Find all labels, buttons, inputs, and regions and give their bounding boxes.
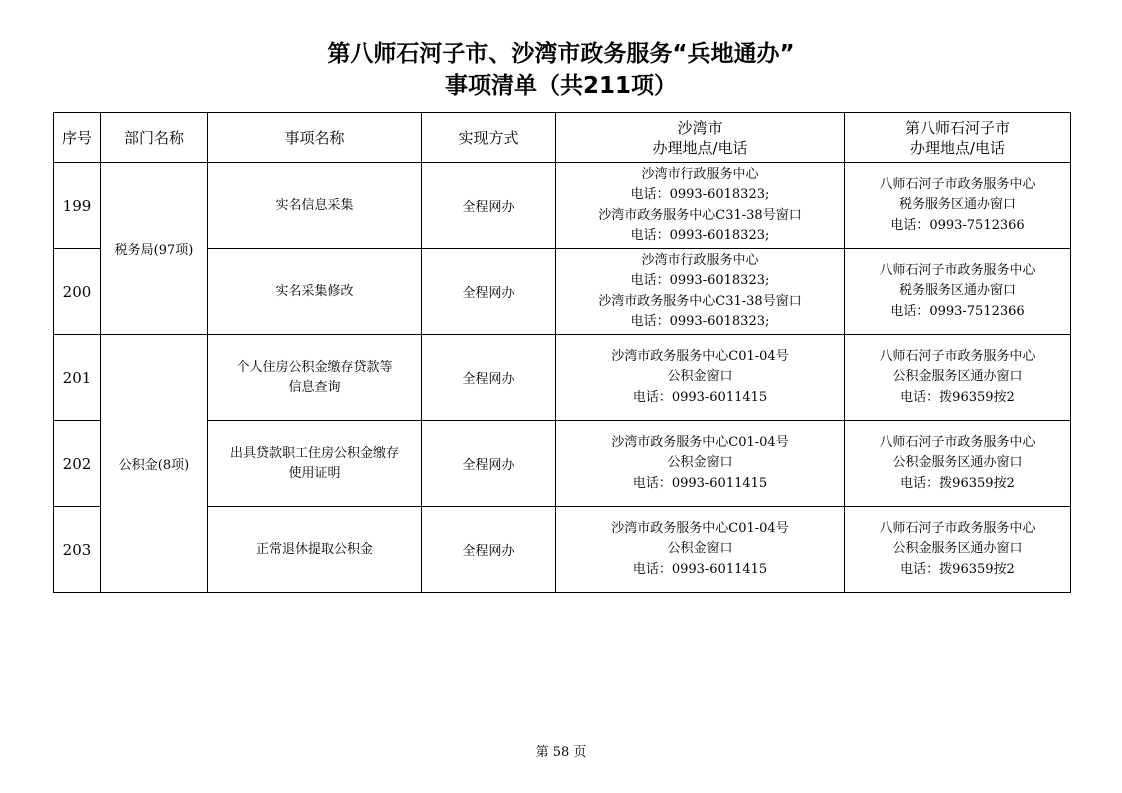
row-number: 203 bbox=[54, 507, 101, 593]
mode-cell: 全程网办 bbox=[422, 335, 556, 421]
shihezi-line: 八师石河子市政务服务中心 bbox=[879, 176, 1036, 192]
header-dept: 部门名称 bbox=[101, 113, 208, 163]
shihezi-location bbox=[845, 249, 1071, 335]
shawan-location bbox=[556, 163, 845, 249]
header-no: 序号 bbox=[54, 113, 101, 163]
shihezi-line: 八师石河子市政务服务中心 bbox=[879, 520, 1036, 536]
shawan-location bbox=[556, 249, 845, 335]
shawan-line: 沙湾市政务服务中心C01-04号 bbox=[611, 520, 789, 536]
shawan-location bbox=[556, 335, 845, 421]
shihezi-location bbox=[845, 163, 1071, 249]
mode-cell: 全程网办 bbox=[422, 249, 556, 335]
shihezi-line: 税务服务区通办窗口 bbox=[898, 197, 1016, 213]
page-number: 第 58 页 bbox=[535, 745, 587, 760]
shawan-line: 电话：0993-6011415 bbox=[632, 475, 768, 491]
item-name-line: 信息查询 bbox=[288, 379, 341, 395]
row-number: 202 bbox=[54, 421, 101, 507]
shawan-line: 公积金窗口 bbox=[667, 455, 733, 471]
shihezi-line: 八师石河子市政务服务中心 bbox=[879, 262, 1036, 278]
header-shihezi-line2: 办理地点/电话 bbox=[909, 138, 1006, 157]
shawan-location bbox=[556, 421, 845, 507]
header-shawan-line1: 沙湾市 bbox=[677, 118, 723, 137]
document-title-line1: 第八师石河子市、沙湾市政务服务“兵地通办” bbox=[327, 41, 795, 67]
dept-cell-housing-fund: 公积金(8项) bbox=[101, 335, 208, 593]
shihezi-line: 电话：拨96359按2 bbox=[900, 561, 1015, 577]
shawan-line: 公积金窗口 bbox=[667, 369, 733, 385]
table-header-row bbox=[54, 113, 1071, 163]
shihezi-line: 八师石河子市政务服务中心 bbox=[879, 348, 1036, 364]
header-item: 事项名称 bbox=[208, 113, 422, 163]
shihezi-line: 电话：拨96359按2 bbox=[900, 389, 1015, 405]
items-table bbox=[53, 112, 1071, 593]
header-shihezi bbox=[845, 113, 1071, 163]
item-name bbox=[208, 507, 422, 593]
item-name-line: 实名采集修改 bbox=[275, 283, 354, 299]
table-row bbox=[54, 335, 1071, 421]
shihezi-line: 电话：拨96359按2 bbox=[900, 475, 1015, 491]
header-shawan-line2: 办理地点/电话 bbox=[652, 138, 748, 157]
item-name-line: 使用证明 bbox=[288, 465, 341, 481]
item-name-line: 正常退休提取公积金 bbox=[255, 541, 373, 557]
item-name-line: 个人住房公积金缴存贷款等 bbox=[236, 359, 393, 375]
shawan-line: 沙湾市政务服务中心C01-04号 bbox=[611, 348, 789, 364]
shawan-line: 公积金窗口 bbox=[667, 541, 733, 557]
shawan-line: 电话：0993-6011415 bbox=[632, 389, 768, 405]
shihezi-line: 税务服务区通办窗口 bbox=[898, 283, 1016, 299]
item-name bbox=[208, 335, 422, 421]
shihezi-line: 公积金服务区通办窗口 bbox=[892, 455, 1023, 471]
item-name bbox=[208, 163, 422, 249]
shawan-line: 电话：0993-6018323; bbox=[630, 228, 770, 243]
shawan-line: 电话：0993-6018323; bbox=[630, 187, 770, 202]
mode-cell: 全程网办 bbox=[422, 163, 556, 249]
dept-cell-tax: 税务局(97项) bbox=[101, 163, 208, 335]
row-number: 199 bbox=[54, 163, 101, 249]
shawan-line: 沙湾市政务服务中心C31-38号窗口 bbox=[598, 293, 802, 309]
table-row bbox=[54, 163, 1071, 249]
shihezi-line: 八师石河子市政务服务中心 bbox=[879, 434, 1036, 450]
item-name-line: 实名信息采集 bbox=[275, 197, 354, 213]
header-mode: 实现方式 bbox=[422, 113, 556, 163]
shawan-line: 电话：0993-6011415 bbox=[632, 561, 768, 577]
item-name bbox=[208, 421, 422, 507]
shawan-line: 沙湾市行政服务中心 bbox=[641, 166, 759, 182]
shawan-line: 沙湾市政务服务中心C01-04号 bbox=[611, 434, 789, 450]
shawan-line: 电话：0993-6018323; bbox=[630, 314, 770, 329]
document-title-line2: 事项清单（共211项） bbox=[444, 73, 677, 99]
mode-cell: 全程网办 bbox=[422, 507, 556, 593]
shawan-line: 电话：0993-6018323; bbox=[630, 273, 770, 288]
shihezi-line: 公积金服务区通办窗口 bbox=[892, 369, 1023, 385]
shihezi-location bbox=[845, 335, 1071, 421]
header-shihezi-line1: 第八师石河子市 bbox=[904, 118, 1010, 137]
shawan-line: 沙湾市政务服务中心C31-38号窗口 bbox=[598, 207, 802, 223]
row-number: 200 bbox=[54, 249, 101, 335]
shihezi-line: 电话：0993-7512366 bbox=[890, 217, 1025, 233]
header-shawan bbox=[556, 113, 845, 163]
shihezi-line: 公积金服务区通办窗口 bbox=[892, 541, 1023, 557]
shihezi-line: 电话：0993-7512366 bbox=[890, 303, 1025, 319]
shawan-line: 沙湾市行政服务中心 bbox=[641, 252, 759, 268]
item-name-line: 出具贷款职工住房公积金缴存 bbox=[229, 445, 399, 461]
shihezi-location bbox=[845, 421, 1071, 507]
mode-cell: 全程网办 bbox=[422, 421, 556, 507]
row-number: 201 bbox=[54, 335, 101, 421]
shawan-location bbox=[556, 507, 845, 593]
shihezi-location bbox=[845, 507, 1071, 593]
item-name bbox=[208, 249, 422, 335]
